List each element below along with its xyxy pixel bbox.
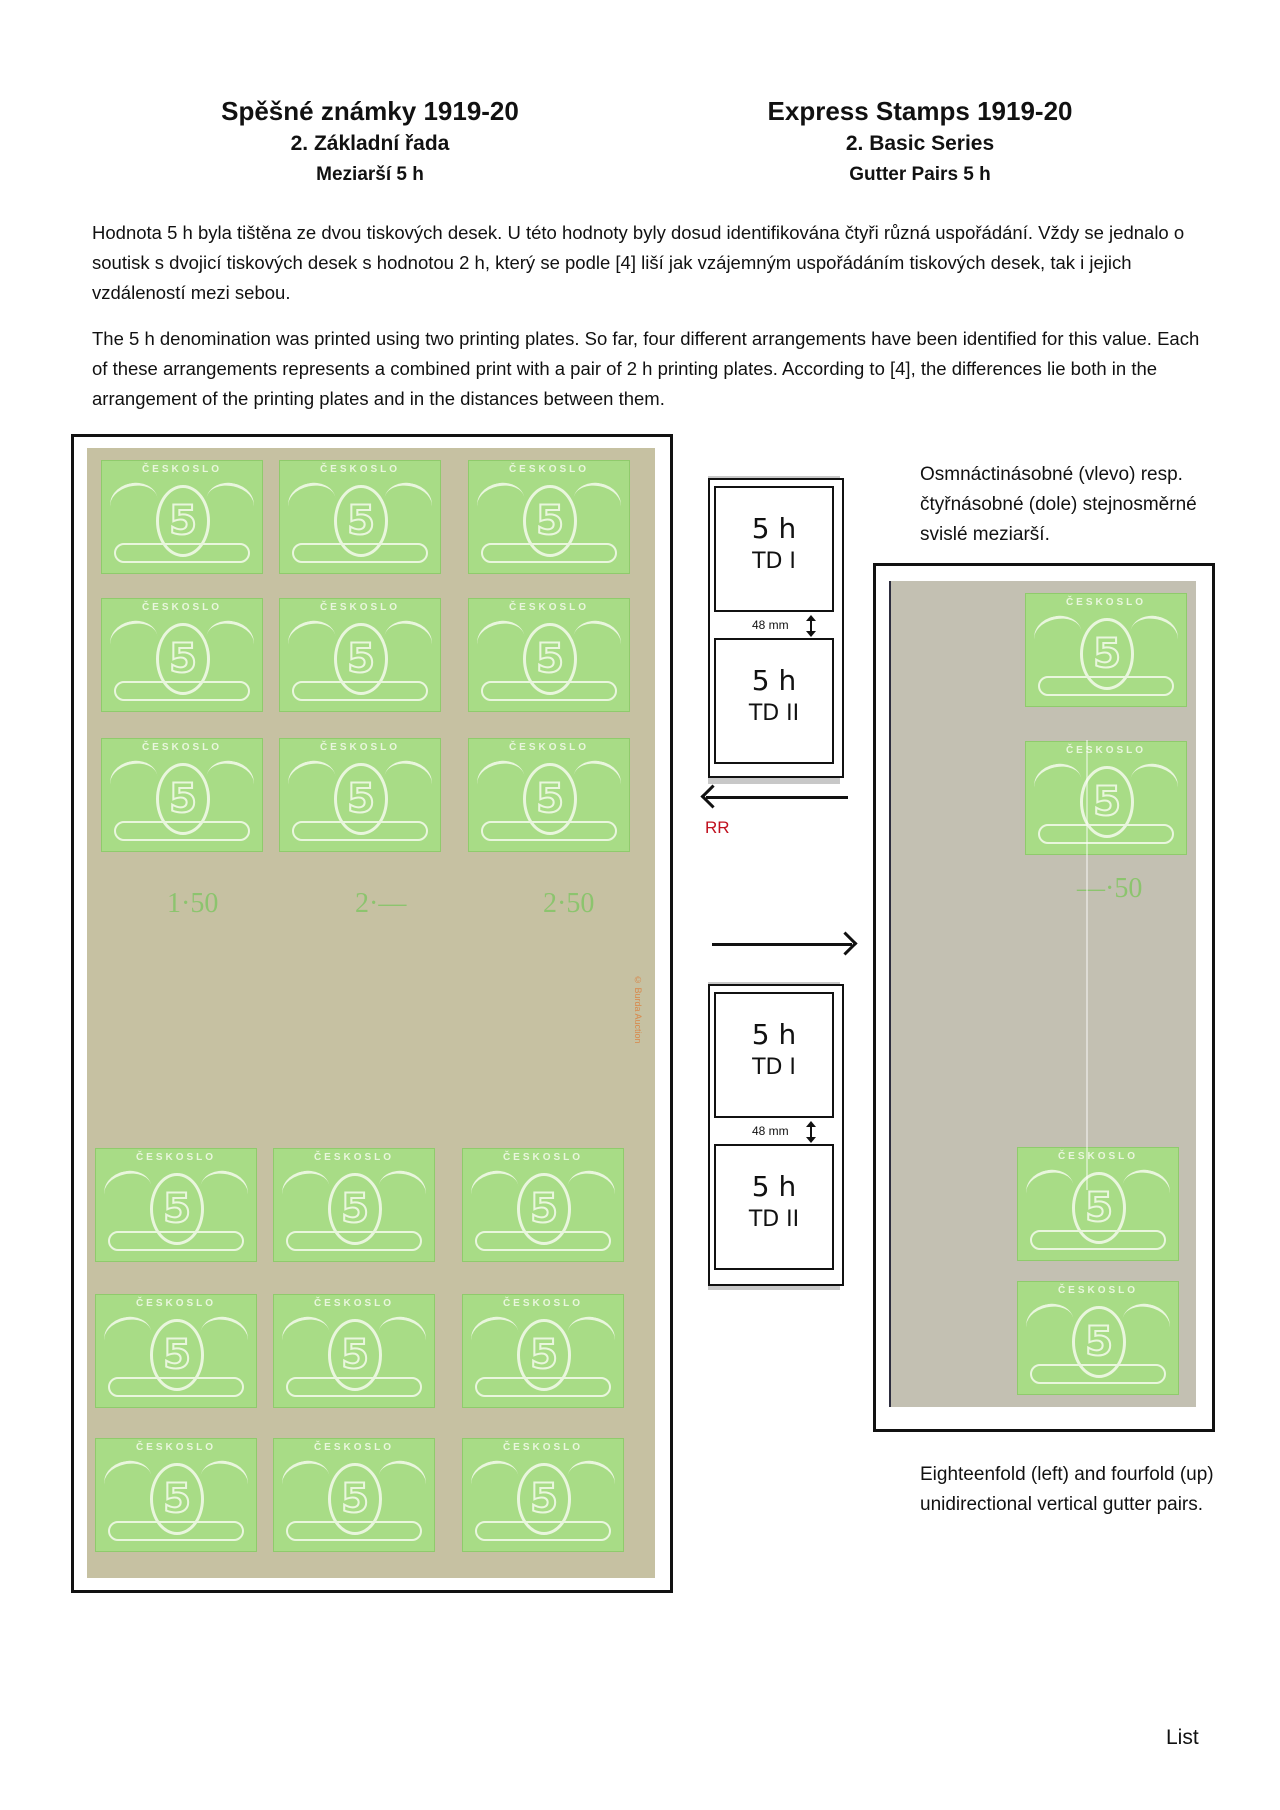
stamp-legend: ČESKOSLO: [1057, 1151, 1139, 1162]
dove-wing-icon: [563, 1312, 618, 1360]
english-subtitle: Gutter Pairs 5 h: [849, 164, 991, 185]
left-sheet-stamp: [462, 1438, 624, 1552]
dove-wing-icon: [473, 616, 528, 664]
dove-wing-icon: [1126, 759, 1181, 807]
dove-wing-icon: [284, 478, 339, 526]
dove-wing-icon: [284, 756, 339, 804]
stamp-value: 5: [163, 1332, 191, 1378]
arrow-left-icon: [706, 796, 848, 799]
czech-subtitle: Meziarší 5 h: [316, 164, 424, 185]
left-sheet-stamp: [462, 1294, 624, 1408]
intro-czech: [92, 218, 1202, 308]
left-sheet-stamp: [462, 1148, 624, 1262]
intro-english-text: The 5 h denomination was printed using two printing plates. So far, four different arrangements have been identified for this value. Each of these arrangements represents a combined print with a pair of 2 h printing plates. According to [4], the differences lie both in the arrangement of the printing plates and in the distances between them.: [92, 328, 1200, 409]
dove-wing-icon: [563, 1456, 618, 1504]
left-sheet-stamp: [101, 738, 263, 852]
plate-td1-bottom-name: TD I: [752, 1055, 796, 1080]
dove-wing-icon: [569, 756, 624, 804]
dove-wing-icon: [1126, 611, 1181, 659]
czech-series: 2. Základní řada: [290, 132, 450, 155]
dove-wing-icon: [106, 616, 161, 664]
left-sheet-stamp: [279, 460, 441, 574]
left-sheet-stamp: [101, 598, 263, 712]
dove-wing-icon: [569, 616, 624, 664]
plate-td1-top-name: TD I: [752, 549, 796, 574]
stamp-legend: ČESKOSLO: [141, 602, 223, 613]
dove-wing-icon: [202, 756, 257, 804]
dove-wing-icon: [100, 1312, 155, 1360]
stamp-value: 5: [536, 498, 564, 544]
stamp-legend: ČESKOSLO: [135, 1298, 217, 1309]
stamp-value: 5: [163, 1186, 191, 1232]
stamp-legend: ČESKOSLO: [508, 464, 590, 475]
stamp-legend: ČESKOSLO: [502, 1298, 584, 1309]
arrow-right-icon: [712, 943, 852, 946]
stamp-legend: ČESKOSLO: [313, 1152, 395, 1163]
dove-wing-icon: [196, 1456, 251, 1504]
gap-arrow-top-icon: [810, 617, 812, 635]
gap-label-top: 48 mm: [752, 618, 789, 632]
plate-td2-top-value: 5 h: [751, 664, 797, 697]
stamp-legend: ČESKOSLO: [135, 1442, 217, 1453]
margin-value-3: 2·50: [543, 888, 595, 919]
stamp-value: 5: [530, 1476, 558, 1522]
stamp-value: 5: [169, 776, 197, 822]
right-sheet-stamp: [1017, 1147, 1179, 1261]
right-sheet-stamp: [1025, 741, 1187, 855]
right-sheet-stamp: [1017, 1281, 1179, 1395]
dove-wing-icon: [284, 616, 339, 664]
left-stamp-sheet: [87, 448, 655, 1578]
stamp-value: 5: [169, 636, 197, 682]
left-sheet-stamp: [95, 1438, 257, 1552]
stamp-value: 5: [1093, 631, 1121, 677]
stamp-legend: ČESKOSLO: [319, 742, 401, 753]
czech-title: Spěšné známky 1919-20: [221, 96, 519, 126]
gap-label-bottom: 48 mm: [752, 1124, 789, 1138]
stamp-legend: ČESKOSLO: [313, 1442, 395, 1453]
left-sheet-stamp: [279, 598, 441, 712]
stamp-value: 5: [169, 498, 197, 544]
left-sheet-stamp: [279, 738, 441, 852]
stamp-legend: ČESKOSLO: [1065, 745, 1147, 756]
dove-wing-icon: [563, 1166, 618, 1214]
left-sheet-stamp: [95, 1148, 257, 1262]
stamp-value: 5: [536, 776, 564, 822]
dove-wing-icon: [1030, 759, 1085, 807]
dove-wing-icon: [473, 756, 528, 804]
stamp-legend: ČESKOSLO: [313, 1298, 395, 1309]
stamp-value: 5: [530, 1332, 558, 1378]
dove-wing-icon: [374, 1166, 429, 1214]
dove-wing-icon: [278, 1456, 333, 1504]
dove-wing-icon: [1030, 611, 1085, 659]
stamp-legend: ČESKOSLO: [135, 1152, 217, 1163]
stamp-value: 5: [347, 776, 375, 822]
dove-wing-icon: [569, 478, 624, 526]
plate-td1-bottom-value: 5 h: [751, 1018, 797, 1051]
dove-wing-icon: [467, 1166, 522, 1214]
dove-wing-icon: [1118, 1299, 1173, 1347]
stamp-value: 5: [341, 1332, 369, 1378]
dove-wing-icon: [202, 478, 257, 526]
dove-wing-icon: [106, 756, 161, 804]
dove-wing-icon: [278, 1166, 333, 1214]
stamp-legend: ČESKOSLO: [508, 742, 590, 753]
stamp-legend: ČESKOSLO: [508, 602, 590, 613]
rarity-mark: RR: [705, 818, 730, 837]
left-sheet-stamp: [273, 1294, 435, 1408]
right-margin-value: —·50: [1077, 873, 1143, 904]
page-label: List: [1166, 1726, 1199, 1749]
plate-td2-bottom-value: 5 h: [751, 1170, 797, 1203]
left-sheet-stamp: [468, 738, 630, 852]
intro-english: [92, 324, 1202, 414]
gap-arrow-bottom-icon: [810, 1123, 812, 1141]
english-title: Express Stamps 1919-20: [767, 96, 1073, 126]
margin-value-1: 1·50: [167, 888, 219, 919]
dove-wing-icon: [100, 1166, 155, 1214]
stamp-value: 5: [1093, 779, 1121, 825]
left-sheet-stamp: [468, 598, 630, 712]
dove-wing-icon: [1022, 1165, 1077, 1213]
plate-td2-bottom: [714, 1144, 834, 1270]
dove-wing-icon: [467, 1456, 522, 1504]
stamp-value: 5: [341, 1476, 369, 1522]
caption-english: Eighteenfold (left) and fourfold (up) unidirectional vertical gutter pairs.: [920, 1464, 1214, 1515]
plate-td2-bottom-name: TD II: [748, 1207, 800, 1232]
dove-wing-icon: [1118, 1165, 1173, 1213]
stamp-legend: ČESKOSLO: [502, 1442, 584, 1453]
stamp-legend: ČESKOSLO: [1065, 597, 1147, 608]
stamp-value: 5: [341, 1186, 369, 1232]
plate-td1-top: [714, 486, 834, 612]
left-sheet-stamp: [468, 460, 630, 574]
dove-wing-icon: [106, 478, 161, 526]
dove-wing-icon: [473, 478, 528, 526]
right-sheet-stamp: [1025, 593, 1187, 707]
paper-fold: [1086, 740, 1088, 1190]
stamp-value: 5: [1085, 1185, 1113, 1231]
left-sheet-stamp: [101, 460, 263, 574]
left-sheet-stamp: [95, 1294, 257, 1408]
stamp-value: 5: [347, 498, 375, 544]
stamp-legend: ČESKOSLO: [502, 1152, 584, 1163]
dove-wing-icon: [380, 756, 435, 804]
dove-wing-icon: [196, 1312, 251, 1360]
dove-wing-icon: [374, 1312, 429, 1360]
stamp-legend: ČESKOSLO: [1057, 1285, 1139, 1296]
stamp-value: 5: [530, 1186, 558, 1232]
dove-wing-icon: [374, 1456, 429, 1504]
english-series: 2. Basic Series: [845, 132, 995, 155]
stamp-value: 5: [536, 636, 564, 682]
stamp-value: 5: [163, 1476, 191, 1522]
dove-wing-icon: [196, 1166, 251, 1214]
caption-czech: Osmnáctinásobné (vlevo) resp. čtyřnásobné (dole) stejnosměrné svislé meziarší.: [920, 464, 1197, 545]
plate-td1-bottom: [714, 992, 834, 1118]
right-stamp-sheet: [889, 581, 1196, 1407]
intro-czech-text: Hodnota 5 h byla tištěna ze dvou tiskových desek. U této hodnoty byly dosud identifikována čtyři různá uspořádání. Vždy se jednalo o soutisk s dvojicí tiskových desek s hodnotou 2 h, který se podle [4] liší jak vzájemným uspořádáním tiskových desek, tak i jejich vzdáleností mezi sebou.: [92, 222, 1185, 303]
auction-watermark: © Burda Auction: [633, 975, 643, 1044]
plate-td1-top-value: 5 h: [751, 512, 797, 545]
left-sheet-stamp: [273, 1438, 435, 1552]
dove-wing-icon: [380, 616, 435, 664]
dove-wing-icon: [467, 1312, 522, 1360]
stamp-legend: ČESKOSLO: [141, 464, 223, 475]
stamp-legend: ČESKOSLO: [141, 742, 223, 753]
left-sheet-stamp: [273, 1148, 435, 1262]
stamp-value: 5: [347, 636, 375, 682]
plate-td2-top: [714, 638, 834, 764]
dove-wing-icon: [380, 478, 435, 526]
dove-wing-icon: [1022, 1299, 1077, 1347]
dove-wing-icon: [202, 616, 257, 664]
stamp-value: 5: [1085, 1319, 1113, 1365]
plate-td2-top-name: TD II: [748, 701, 800, 726]
margin-value-2: 2·—: [355, 888, 407, 919]
dove-wing-icon: [100, 1456, 155, 1504]
stamp-legend: ČESKOSLO: [319, 464, 401, 475]
dove-wing-icon: [278, 1312, 333, 1360]
stamp-legend: ČESKOSLO: [319, 602, 401, 613]
